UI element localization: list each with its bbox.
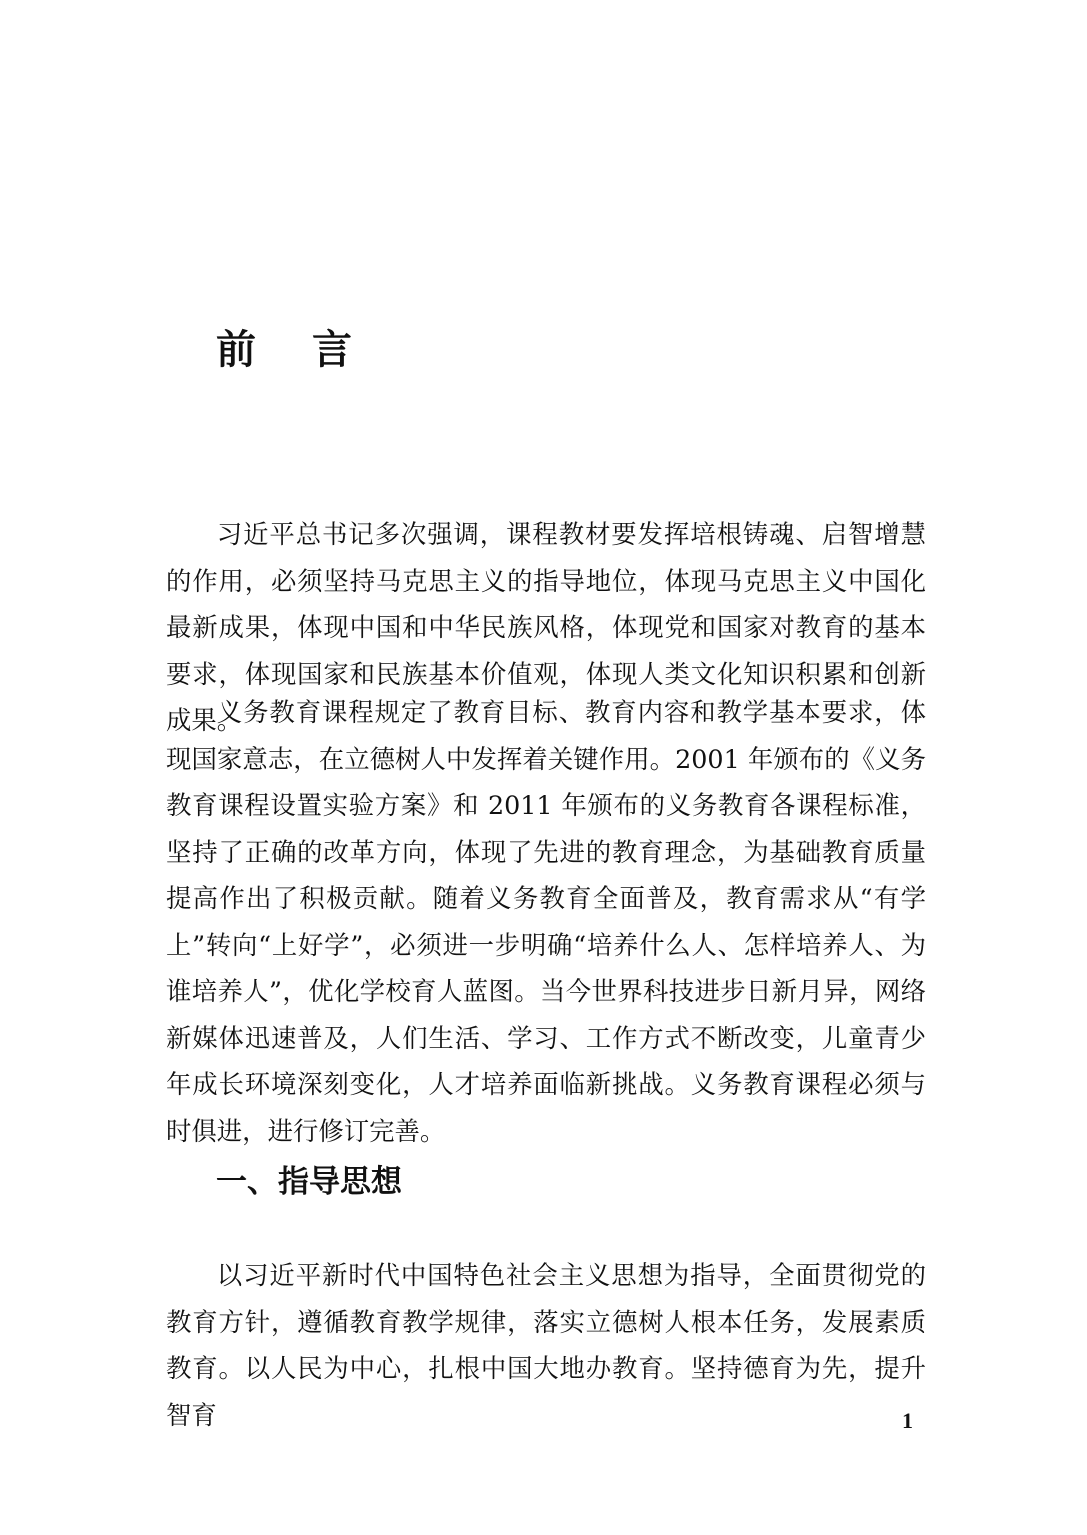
intro-paragraph-1: 习近平总书记多次强调，课程教材要发挥培根铸魂、启智增慧的作用，必须坚持马克思主义的指导地位，体现马克思主义中国化最新成果，体现中国和中华民族风格，体现党和国家对教育的基本要求，体现国家和民族基本价值观，体现人类文化知识积累和创新成果。 (166, 519, 926, 735)
page-title (216, 326, 352, 374)
page-title-char-2: 言 (312, 326, 352, 373)
page-title-char-1: 前 (216, 326, 256, 373)
section-heading: 一、指导思想 (216, 1164, 402, 1200)
intro-paragraph-2: 义务教育课程规定了教育目标、教育内容和教学基本要求，体现国家意志，在立德树人中发挥着关键作用。2001 年颁布的《义务教育课程设置实验方案》和 2011 年颁布的义务教育各课程标准，坚持了正确的改革方向，体现了先进的教育理念，为基础教育质量提高作出了积极贡献。随着义务教育全面普及，教育需求从“有学上”转向“上好学”，必须进一步明确“培养什么人、怎样培养人、为谁培养人”，优化学校育人蓝图。当今世界科技进步日新月异，网络新媒体迅速普及，人们生活、学习、工作方式不断改变，儿童青少年成长环境深刻变化，人才培养面临新挑战。义务教育课程必须与时俱进，进行修订完善。 (166, 697, 926, 1146)
page-number: 1 (902, 1408, 913, 1433)
section-paragraph: 以习近平新时代中国特色社会主义思想为指导，全面贯彻党的教育方针，遵循教育教学规律，落实立德树人根本任务，发展素质教育。以人民为中心，扎根中国大地办教育。坚持德育为先，提升智育 (166, 1260, 926, 1430)
